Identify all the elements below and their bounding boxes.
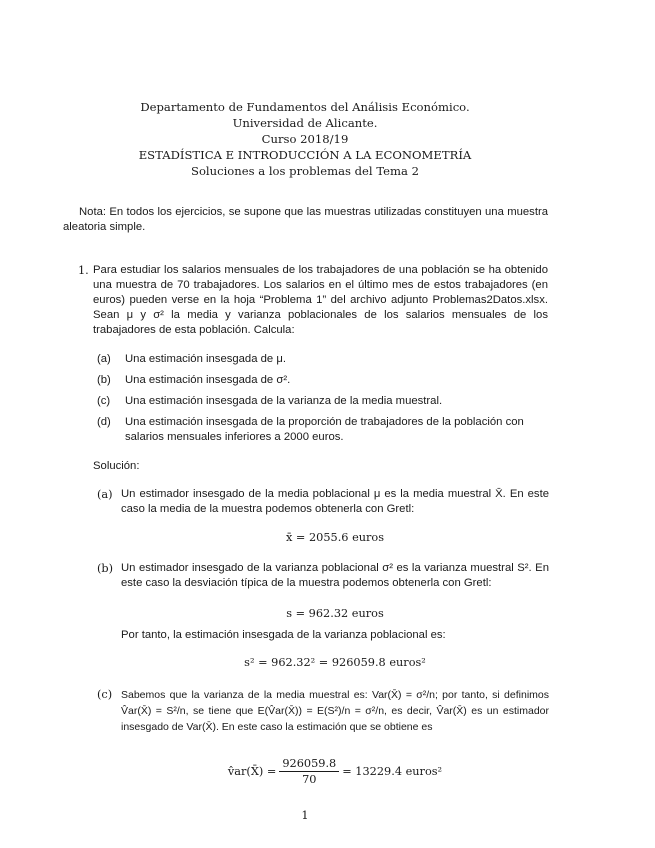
solution-label: Solución: <box>93 460 140 472</box>
question-a-label: (a) <box>97 353 111 365</box>
department-line: Departamento de Fundamentos del Análisis Económico. <box>140 100 470 114</box>
page-number: 1 <box>301 809 309 822</box>
question-b-label: (b) <box>97 374 111 386</box>
fraction-denominator: 70 <box>302 773 317 786</box>
question-b-text: Una estimación insesgada de σ². <box>125 374 291 386</box>
list-item <box>97 352 549 367</box>
solution-a-label: (a) <box>97 488 113 501</box>
solution-a-text: Un estimador insesgado de la media poblacional μ es la media muestral X̄. En este caso la media de la muestra podemos obtenerla con Gretl: <box>121 488 549 515</box>
problem-statement: Para estudiar los salarios mensuales de los trabajadores de una población se ha obtenido una muestra de 70 trabajadores. Los salarios en el último mes de estos trabajadores (en euros) pueden verse en la hoja “Problema 1” del archivo adjunto Problemas2Datos.xlsx. Sean μ y σ² la media y varianza poblacionales de los salarios mensuales de los trabajadores de esta población. Calcula: <box>93 264 548 336</box>
question-d-text: Una estimación insesgada de la proporción de trabajadores de la población con salarios mensuales inferiores a 2000 euros. <box>125 416 524 443</box>
solution-c-label: (c) <box>97 688 113 701</box>
subtitle-line: Soluciones a los problemas del Tema 2 <box>191 164 419 178</box>
list-item <box>97 373 549 388</box>
question-a-text: Una estimación insesgada de μ. <box>125 353 286 365</box>
solution-b-text-2: Por tanto, la estimación insesgada de la varianza poblacional es: <box>121 629 446 641</box>
list-item <box>97 415 549 445</box>
solution-b-label: (b) <box>97 562 114 575</box>
question-d-label: (d) <box>97 416 111 428</box>
fraction-numerator: 926059.8 <box>279 756 339 772</box>
course-line: Curso 2018/19 <box>261 132 349 146</box>
question-c-text: Una estimación insesgada de la varianza de la media muestral. <box>125 395 443 407</box>
equation-rhs: = 13229.4 euros² <box>342 765 443 778</box>
problem-number: 1. <box>78 264 89 277</box>
list-item <box>97 394 549 409</box>
solution-a-equation: x̄ = 2055.6 euros <box>285 531 385 544</box>
subject-title: ESTADÍSTICA E INTRODUCCIÓN A LA ECONOMETRÍA <box>138 148 472 162</box>
solution-c-equation <box>121 756 549 787</box>
solution-b-text: Un estimador insesgado de la varianza poblacional σ² es la varianza muestral S². En este caso la desviación típica de la muestra podemos obtenerla con Gretl: <box>121 562 549 589</box>
solution-b-equation-1: s = 962.32 euros <box>286 607 384 620</box>
note-label: Nota: <box>79 206 107 218</box>
question-list <box>97 352 549 445</box>
equation-lhs: v̂ar(X̄) = <box>227 765 277 778</box>
fraction <box>279 756 339 787</box>
note-text: En todos los ejercicios, se supone que las muestras utilizadas constituyen una muestra aleatoria simple. <box>63 206 548 233</box>
note-paragraph <box>63 205 548 235</box>
university-line: Universidad de Alicante. <box>232 116 378 130</box>
question-c-label: (c) <box>97 395 111 407</box>
solution-c-text: Sabemos que la varianza de la media muestral es: Var(X̄) = σ²/n; por tanto, si definimos V̂ar(X̄) = S²/n, se tiene que E(V̂ar(X̄)) = E(S²)/n = σ²/n, es decir, V̂ar(X̄) es un estimador insesgado de Var(X̄). En este caso la estimación que se obtiene es <box>121 689 549 733</box>
solution-b-equation-2: s² = 962.32² = 926059.8 euros² <box>244 656 426 669</box>
